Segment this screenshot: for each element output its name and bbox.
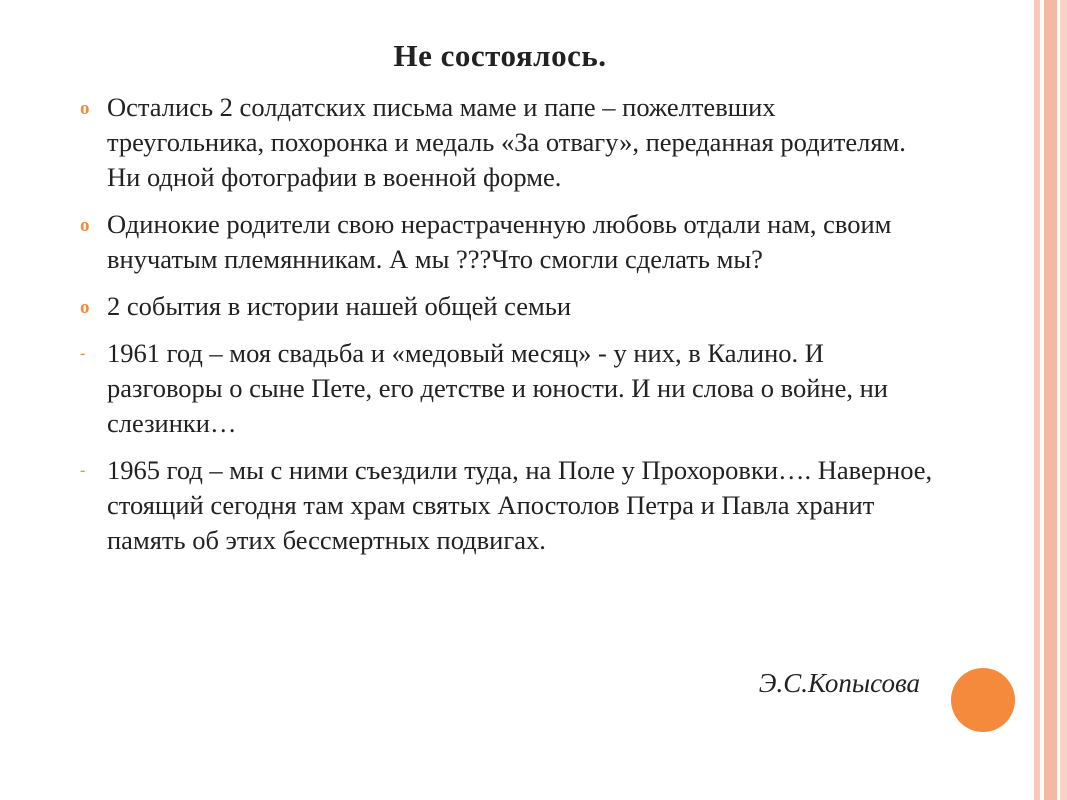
list-item-text: 2 события в истории нашей общей семьи [107,291,572,321]
ring-bullet-icon: o [80,98,90,119]
list-item [75,90,935,195]
list-item-text: Остались 2 солдатских письма маме и папе – пожелтевших треугольника, похоронка и медаль «За отвагу», переданная родителям. Ни одной фотографии в военной форме. [107,92,906,192]
author-signature: Э.С.Копысова [758,668,920,698]
slide-title-dot: . [598,38,607,73]
decorative-stripe [1044,0,1057,800]
ring-bullet-icon: o [80,297,90,318]
list-item [75,207,935,277]
slide-title [0,38,1000,74]
list-item-text: 1965 год – мы с ними съездили туда, на Поле у Прохоровки…. Наверное, стоящий сегодня там храм святых Апостолов Петра и Павла хранит память об этих бессмертных подвигах. [107,455,933,555]
dash-bullet-icon: - [80,462,86,479]
list-item-text: Одинокие родители свою нерастраченную любовь отдали нам, своим внучатым племянникам. А мы ???Что смогли сделать мы? [107,209,892,274]
list-item [75,453,935,558]
ring-bullet-icon: o [80,215,90,236]
bullet-list [75,90,935,570]
slide-title-text: Не состоялось [393,38,599,73]
list-item [75,336,935,441]
dash-bullet-icon: - [80,345,86,362]
list-item-text: 1961 год – моя свадьба и «медовый месяц» - у них, в Калино. И разговоры о сыне Пете, его детстве и юности. И ни слова о войне, ни слезинки… [107,338,888,438]
orange-circle-icon [951,668,1015,732]
decorative-stripe [1060,0,1067,800]
list-item [75,289,935,324]
